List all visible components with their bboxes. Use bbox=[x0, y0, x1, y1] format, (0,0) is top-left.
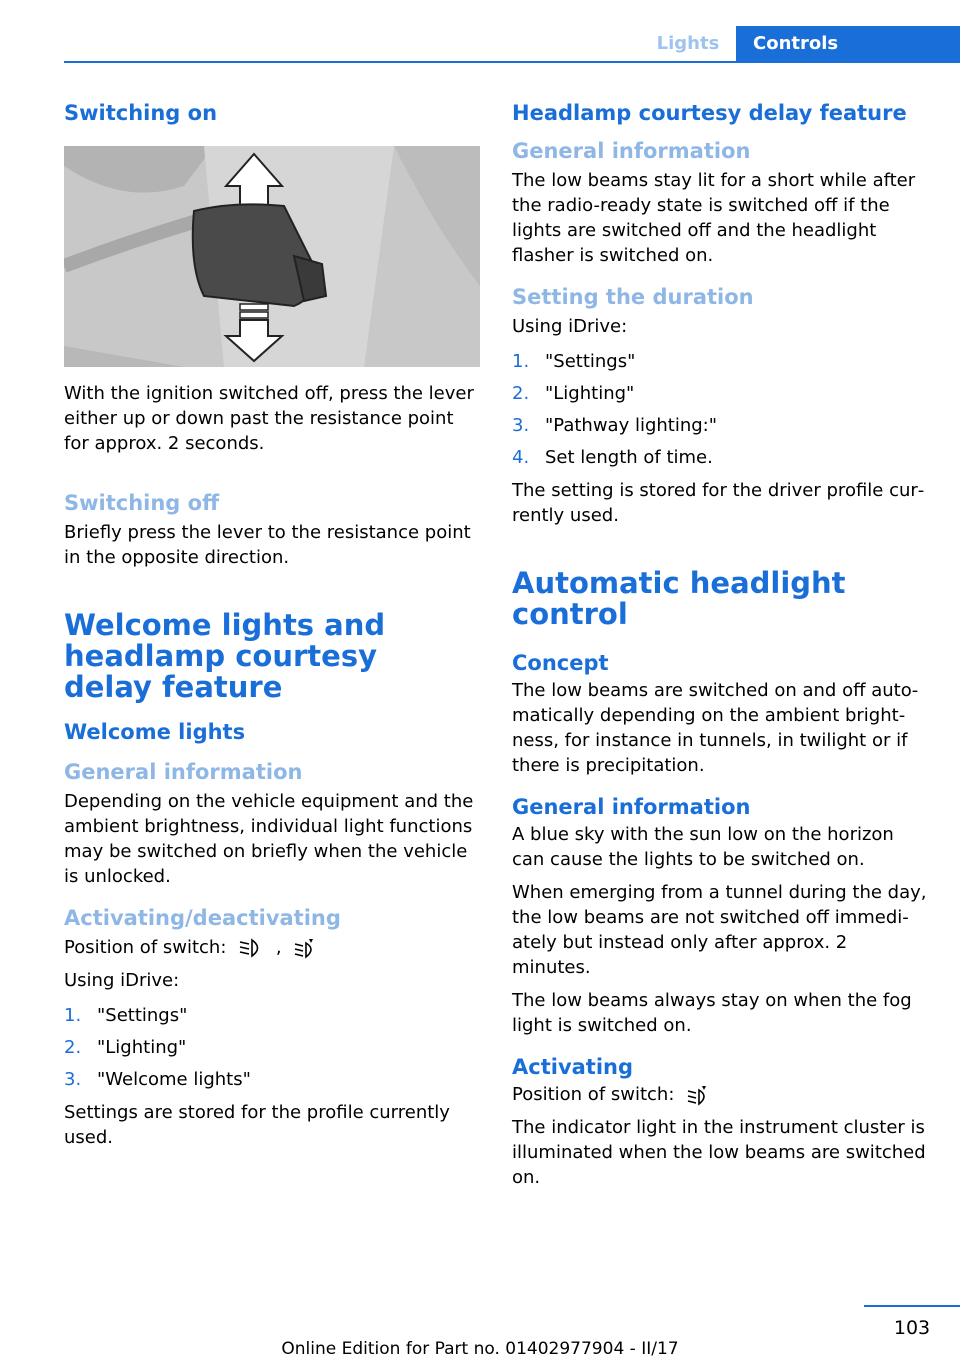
left-column bbox=[64, 100, 480, 1162]
concept-text: The low beams are switched on and off auto‐matically depending on the ambient bright‐ness, for instance in tunnels, in twilight or if there is precipitation. bbox=[512, 680, 919, 776]
welcome-steps-list bbox=[64, 1003, 480, 1092]
duration-heading: Setting the duration bbox=[512, 285, 754, 309]
auto-general-para2: When emerging from a tunnel during the day, the low beams are not switched off immedi‐ately but instead only after approx. 2 minutes. bbox=[512, 882, 927, 978]
auto-activating-heading: Activating bbox=[512, 1055, 634, 1079]
switching-off-text: Briefly press the lever to the resistance point in the opposite direction. bbox=[64, 522, 471, 568]
list-item: 3. "Welcome lights" bbox=[64, 1069, 251, 1090]
list-item: 4. Set length of time. bbox=[512, 447, 713, 468]
switching-off-heading: Switching off bbox=[64, 491, 220, 515]
welcome-section-title: Welcome lights and headlamp courtesy delay feature bbox=[64, 608, 386, 704]
auto-headlight-icon bbox=[293, 937, 319, 959]
courtesy-general-text: The low beams stay lit for a short while after the radio-ready state is switched off if the lights are switched off and the headlight flasher is switched on. bbox=[512, 170, 916, 266]
indicator-light-text: The indicator light in the instrument cluster is illuminated when the low beams are switched on. bbox=[512, 1117, 926, 1188]
auto-headlight-icon bbox=[686, 1084, 712, 1106]
courtesy-heading: Headlamp courtesy delay feature bbox=[512, 101, 907, 125]
list-item: 2. "Lighting" bbox=[512, 383, 635, 404]
duration-stored-text: The setting is stored for the driver profile cur‐rently used. bbox=[512, 480, 925, 526]
list-item: 1. "Settings" bbox=[64, 1005, 188, 1026]
right-column bbox=[512, 100, 928, 1202]
concept-heading: Concept bbox=[512, 651, 609, 675]
switching-on-heading: Switching on bbox=[64, 101, 218, 125]
list-item: 2. "Lighting" bbox=[64, 1037, 187, 1058]
footer-rule bbox=[864, 1305, 960, 1307]
auto-switch-position bbox=[512, 1082, 928, 1107]
list-item: 1. "Settings" bbox=[512, 351, 636, 372]
header-tab: Controls bbox=[736, 26, 960, 61]
welcome-general-text: Depending on the vehicle equipment and the ambient brightness, individual light functions may be switched on briefly when the vehicle is unlocked. bbox=[64, 791, 474, 887]
auto-general-heading: General information bbox=[512, 795, 751, 819]
page-number: 103 bbox=[893, 1317, 931, 1339]
welcome-using-idrive: Using iDrive: bbox=[64, 970, 180, 991]
auto-position-label: Position of switch: bbox=[512, 1084, 675, 1105]
auto-headlight-title: Automatic headlight control bbox=[512, 566, 846, 631]
auto-general-para3: The low beams always stay on when the fog light is switched on. bbox=[512, 990, 912, 1036]
switching-on-text: With the ignition switched off, press the lever either up or down past the resistance point for approx. 2 seconds. bbox=[64, 383, 474, 454]
lever-illustration bbox=[64, 146, 480, 367]
welcome-lights-heading: Welcome lights bbox=[64, 720, 246, 744]
list-item: 3. "Pathway lighting:" bbox=[512, 415, 718, 436]
welcome-position-label: Position of switch: bbox=[64, 937, 227, 958]
welcome-position-comma: , bbox=[275, 937, 282, 958]
courtesy-general-heading: General information bbox=[512, 139, 751, 163]
welcome-switch-position bbox=[64, 935, 480, 960]
duration-steps-list bbox=[512, 349, 928, 470]
welcome-settings-stored: Settings are stored for the profile currently used. bbox=[64, 1102, 450, 1148]
lever-arrows-icon bbox=[64, 146, 480, 367]
low-beam-icon bbox=[238, 937, 264, 959]
header-rule bbox=[64, 61, 960, 63]
duration-using-idrive: Using iDrive: bbox=[512, 316, 628, 337]
auto-general-para1: A blue sky with the sun low on the horizon can cause the lights to be switched on. bbox=[512, 824, 894, 870]
activating-deactivating-heading: Activating/deactivating bbox=[64, 906, 341, 930]
edition-footer: Online Edition for Part no. 01402977904 - II/17 bbox=[281, 1339, 679, 1359]
welcome-general-heading: General information bbox=[64, 760, 303, 784]
header-section-label: Lights bbox=[656, 33, 720, 54]
